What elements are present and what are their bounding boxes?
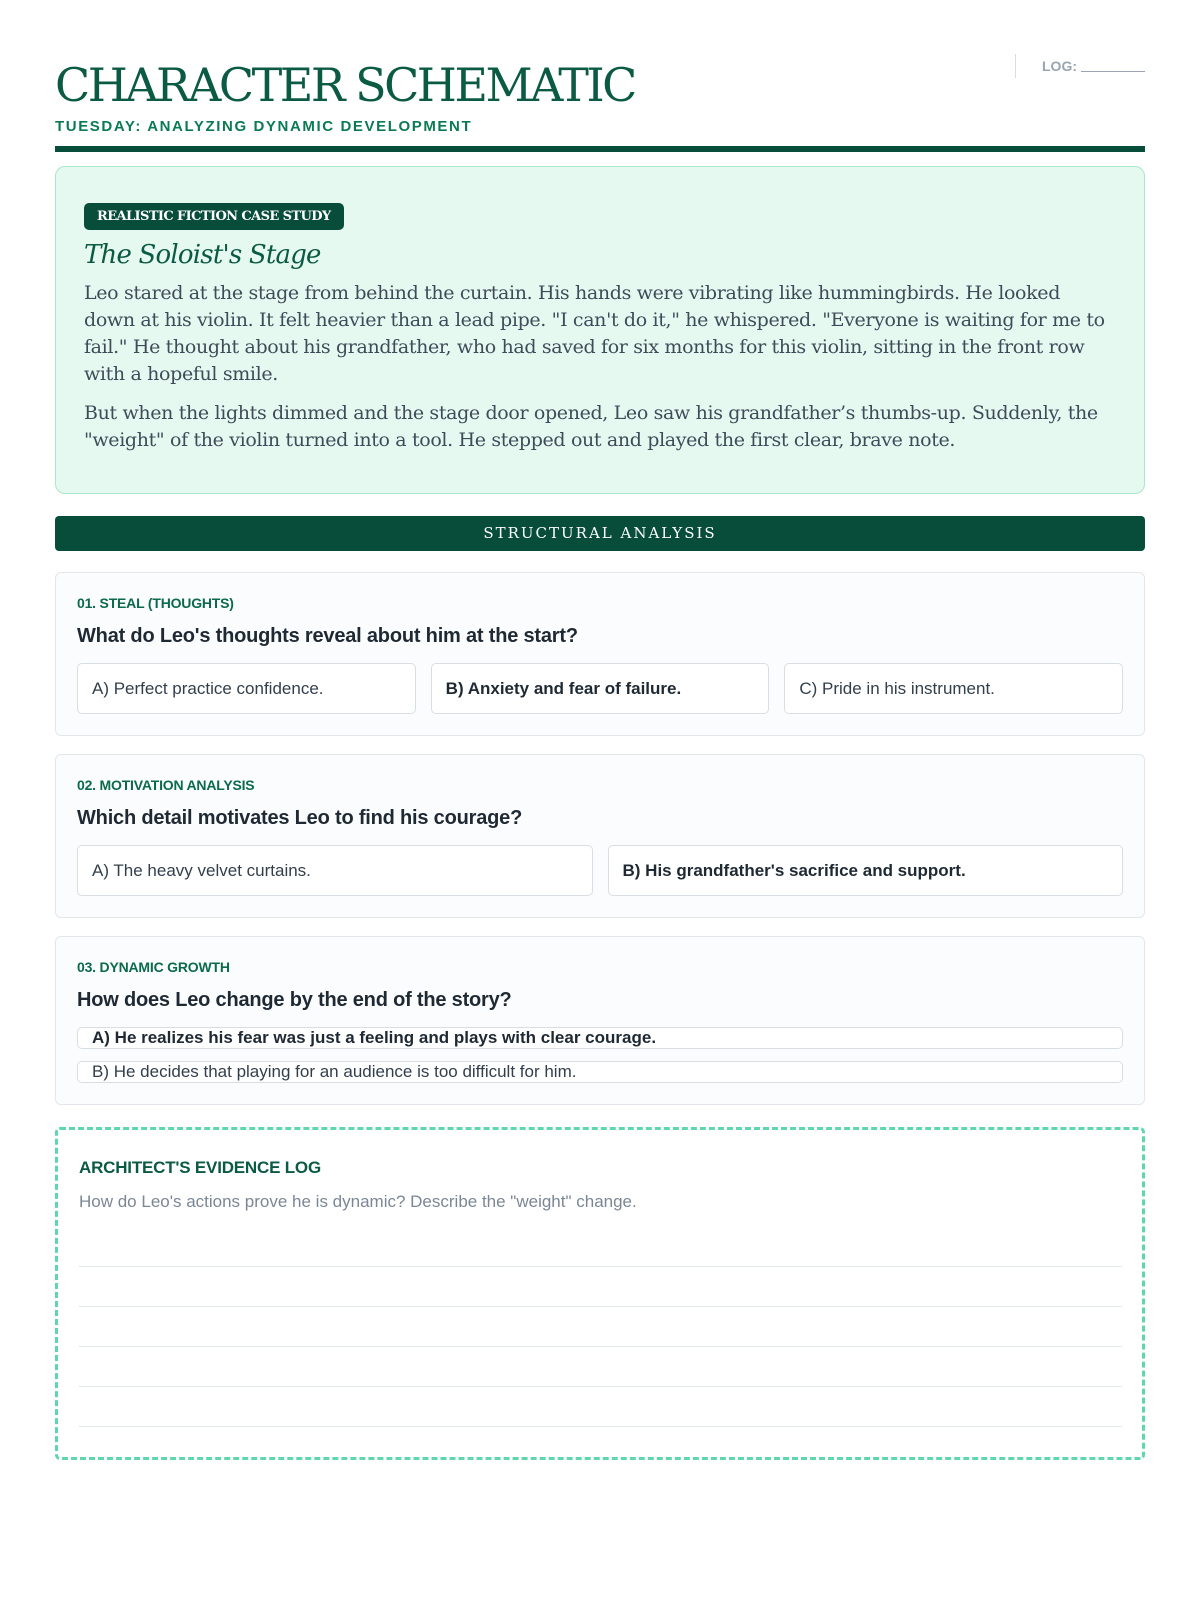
question-card-3 [55,936,1145,1105]
answer-option-b[interactable]: B) His grandfather's sacrifice and support. [608,845,1124,896]
writing-line[interactable] [79,1307,1122,1347]
answer-options [77,1027,1123,1083]
writing-line[interactable] [79,1347,1122,1387]
log-label: LOG: [1042,58,1077,74]
question-label: 02. MOTIVATION ANALYSIS [77,777,255,793]
answer-option-b[interactable]: B) Anxiety and fear of failure. [431,663,770,714]
page-subtitle: TUESDAY: ANALYZING DYNAMIC DEVELOPMENT [55,118,473,135]
case-study-panel [55,166,1145,494]
answer-option-a[interactable]: A) Perfect practice confidence. [77,663,416,714]
story-paragraph: Leo stared at the stage from behind the curtain. His hands were vibrating like hummingbirds. He looked down at his violin. It felt heavier than a lead pipe. "I can't do it," he whispered. "Everyone is waiting for me to fail." He thought about his grandfather, who had saved for six months for this violin, sitting in the front row with a hopeful smile. [84,282,1105,385]
story-title: The Soloist's Stage [84,240,321,270]
question-text: What do Leo's thoughts reveal about him at the start? [77,625,578,647]
question-text: Which detail motivates Leo to find his courage? [77,807,523,829]
writing-line[interactable] [79,1227,1122,1267]
case-study-badge: REALISTIC FICTION CASE STUDY [84,203,344,230]
story-paragraph: But when the lights dimmed and the stage door opened, Leo saw his grandfather’s thumbs-up. Suddenly, the "weight" of the violin turned into a tool. He stepped out and played the first clear, brave note. [84,402,1098,451]
question-card-2 [55,754,1145,918]
log-blank-line[interactable] [1081,60,1145,72]
answer-options [77,845,1123,896]
page-title: CHARACTER SCHEMATIC [55,58,635,112]
evidence-log-box [55,1127,1145,1460]
answer-option-a[interactable]: A) The heavy velvet curtains. [77,845,593,896]
evidence-log-title: ARCHITECT'S EVIDENCE LOG [79,1158,321,1177]
answer-options [77,663,1123,714]
answer-option-a[interactable]: A) He realizes his fear was just a feeling and plays with clear courage. [77,1027,1123,1049]
writing-lines[interactable] [79,1227,1122,1427]
question-text: How does Leo change by the end of the story? [77,989,512,1011]
writing-line[interactable] [79,1387,1122,1427]
answer-option-c[interactable]: C) Pride in his instrument. [784,663,1123,714]
evidence-log-prompt: How do Leo's actions prove he is dynamic? Describe the "weight" change. [79,1192,637,1211]
question-label: 01. STEAL (THOUGHTS) [77,595,234,611]
answer-option-b[interactable]: B) He decides that playing for an audience is too difficult for him. [77,1061,1123,1083]
worksheet-header [55,0,1145,152]
writing-line[interactable] [79,1267,1122,1307]
question-label: 03. DYNAMIC GROWTH [77,959,230,975]
section-header-bar: STRUCTURAL ANALYSIS [55,516,1145,551]
log-field [1015,54,1145,78]
question-card-1 [55,572,1145,736]
